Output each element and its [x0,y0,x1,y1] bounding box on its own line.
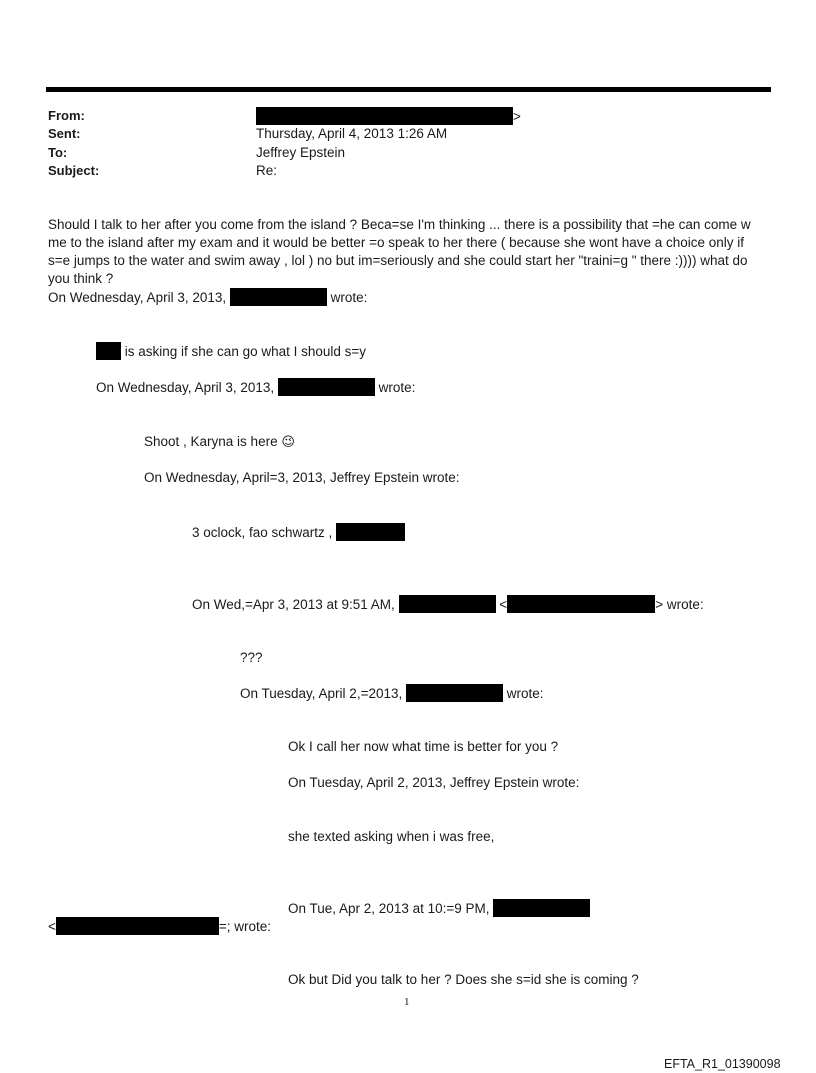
from-suffix: > [513,109,521,124]
quote-header-4 [192,595,704,614]
redacted-block [230,288,327,306]
redacted-block [493,899,590,917]
sent-label: Sent: [48,126,81,141]
subject-value: Re: [256,163,278,178]
from-label: From: [48,108,85,123]
subject-label: Subject: [48,163,100,178]
redacted-block [278,378,375,396]
redacted-block [96,342,121,360]
quote-header-4-lt: < [499,597,508,612]
quote-header-4-prefix: On Wed,=Apr 3, 2013 at 9:51 AM, [192,597,395,612]
to-label: To: [48,145,68,160]
document-id: EFTA_R1_01390098 [664,1057,781,1071]
quote-message-2 [144,433,295,452]
header-divider [46,87,771,92]
quote-message-7: Ok but Did you talk to her ? Does she s=id she is coming ? [288,972,639,987]
quote-header-1-suffix: wrote: [330,290,368,305]
to-value: Jeffrey Epstein [256,145,346,160]
from-value [256,107,521,125]
quote-message-6: she texted asking when i was free, [288,829,495,844]
redacted-block [507,595,655,613]
quote-header-5-prefix: On Tuesday, April 2,=2013, [240,686,403,701]
quote-message-4: ??? [240,650,263,665]
quote-header-3: On Wednesday, April=3, 2013, Jeffrey Epstein wrote: [144,470,460,485]
redacted-block [56,917,219,935]
quote-header-2 [96,378,415,397]
quote-header-5-suffix: wrote: [506,686,544,701]
redacted-block [399,595,496,613]
quote-message-1-text: is asking if she can go what I should s=y [124,344,367,359]
wink-emoji-icon: 😉 [281,435,295,450]
quote-header-7-lt: < [48,919,56,934]
redacted-block [336,523,405,541]
quote-header-5 [240,684,544,703]
quote-header-1-prefix: On Wednesday, April 3, 2013, [48,290,227,305]
quote-header-7-suffix: =; wrote: [218,919,272,934]
page-number: 1 [404,996,410,1008]
body-paragraph: Should I talk to her after you come from the island ? Beca=se I'm thinking ... there is a possibility that =he can come w me to the island after my exam and it would be better =o speak to her there ( because she wont have a choice only if s=e jumps to the water and swim away , lol ) no but im=seriously and she could start her "traini=g " there :)))) what do you think ? [48,217,751,286]
quote-message-2-text: Shoot , Karyna is here [144,434,278,449]
quote-message-5: Ok I call her now what time is better for you ? [288,739,559,754]
quote-header-1 [48,288,367,307]
redacted-block [256,107,513,125]
quote-header-7 [288,899,590,918]
quote-header-4-suffix: > wrote: [655,597,704,612]
quote-header-2-prefix: On Wednesday, April 3, 2013, [96,380,275,395]
quote-message-1 [96,342,366,361]
redacted-block [406,684,503,702]
quote-message-3-text: 3 oclock, fao schwartz , [192,525,333,540]
quote-header-7-cont [48,917,271,936]
quote-message-3 [192,523,405,542]
quote-header-7-prefix: On Tue, Apr 2, 2013 at 10:=9 PM, [288,901,490,916]
sent-value: Thursday, April 4, 2013 1:26 AM [256,126,448,141]
quote-header-2-suffix: wrote: [378,380,416,395]
quote-header-6: On Tuesday, April 2, 2013, Jeffrey Epstein wrote: [288,775,580,790]
